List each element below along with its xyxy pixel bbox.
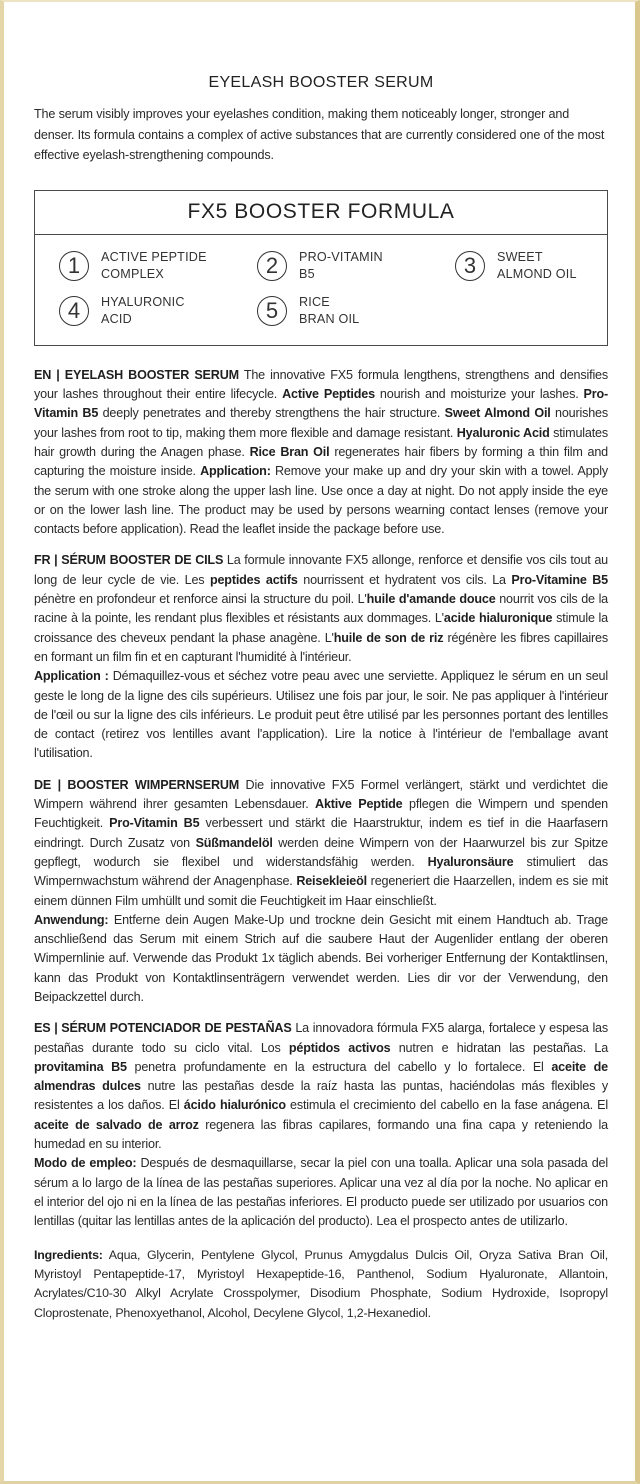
formula-item bbox=[455, 249, 617, 283]
formula-item-label: HYALURONIC ACID bbox=[101, 294, 185, 326]
number-circle-icon: 4 bbox=[59, 296, 89, 326]
formula-item bbox=[59, 294, 221, 328]
formula-box bbox=[34, 190, 608, 346]
formula-item-label: ACTIVE PEPTIDE COMPLEX bbox=[101, 249, 207, 281]
page-title: EYELASH BOOSTER SERUM bbox=[208, 74, 434, 91]
formula-grid bbox=[35, 235, 607, 347]
section-fr: FR | SÉRUM BOOSTER DE CILS La formule innovante FX5 allonge, renforce et densifie vos cils tout au long de leur cycle de vie. Les peptides actifs nourrissent et hydratent vos cils. La Pro-Vitamine B5 pénètre en profondeur et renforce ainsi la structure du poil. L'huile d'amande douce nourrit vos cils de la racine à la pointe, les rendant plus flexibles et résistants aux dommages. L'acide hialuronique stimule la croissance des cheveux pendant la phase anagène. L'huile de son de riz régénère les fibres capillaires en formant un film fin et en capturant l'humidité à l'intérieur. Application : Démaquillez-vous et séchez votre peau avec une serviette. Appliquez le sérum en un seul geste le long de la ligne des cils supérieurs. Utilisez une fois par jour, le soir. Ne pas appliquer à l'intérieur de l'œil ou sur la ligne des cils inférieurs. Le produit peut être utilisé par les personnes portant des lentilles de contact (retirez vos lentilles avant l'application). Lire la notice à l'intérieur de l'emballage avant l'utilisation. bbox=[34, 553, 609, 761]
intro-text: The serum visibly improves your eyelashes condition, making them noticeably longer, stronger and denser. Its formula contains a complex of active substances that are currently considered one of the most effective eyelash-strengthening compounds. bbox=[34, 107, 605, 163]
section-en: EN | EYELASH BOOSTER SERUM The innovative FX5 formula lengthens, strengthens and densifies your lashes throughout their entire lifecycle. Active Peptides nourish and moisturize your lashes. Pro-Vitamin B5 deeply penetrates and thereby strengthens the hair structure. Sweet Almond Oil nourishes your lashes from root to tip, making them more flexible and damage resistant. Hyaluronic Acid stimulates hair growth during the Anagen phase. Rice Bran Oil regenerates hair fibers by forming a thin film and capturing the moisture inside. Application: Remove your make up and dry your skin with a towel. Apply the serum with one stroke along the upper lash line. Use once a day at night. Do not apply inside the eye or on the lower lash line. The product may be used by persons wearning contact lenses (remove your contacts before application). Read the leaflet inside the package before use. bbox=[34, 367, 609, 537]
number-circle-icon: 3 bbox=[455, 251, 485, 281]
ingredients: Ingredients: Aqua, Glycerin, Pentylene Glycol, Prunus Amygdalus Dulcis Oil, Oryza Sativa Bran Oil, Myristoyl Pentapeptide-17, Myristoyl Hexapeptide-16, Panthenol, Sodium Hyaluronate, Allantoin, Acrylates/C10-30 Alkyl Acrylate Crosspolymer, Disodium Phosphate, Sodium Hydroxide, Isopropyl Cloprostenate, Phenoxyethanol, Alcohol, Decylene Glycol, 1,2-Hexanediol. bbox=[34, 1247, 608, 1320]
formula-item-label: RICE BRAN OIL bbox=[299, 294, 360, 326]
number-circle-icon: 5 bbox=[257, 296, 287, 326]
formula-item bbox=[59, 249, 221, 283]
formula-item-label: SWEET ALMOND OIL bbox=[497, 249, 577, 281]
number-circle-icon: 1 bbox=[59, 251, 89, 281]
number-circle-icon: 2 bbox=[257, 251, 287, 281]
formula-item bbox=[257, 249, 419, 283]
formula-item bbox=[257, 294, 419, 328]
section-es: ES | SÉRUM POTENCIADOR DE PESTAÑAS La innovadora fórmula FX5 alarga, fortalece y espesa las pestañas durante todo su ciclo vital. Los péptidos activos nutren e hidratan las pestañas. La provitamina B5 penetra profundamente en la estructura del cabello y lo fortalece. El aceite de almendras dulces nutre las pestañas desde la raíz hasta las puntas, haciéndolas más flexibles y resistentes a los daños. El ácido hialurónico estimula el crecimiento del cabello en la fase anágena. El aceite de salvado de arroz regenera las fibras capilares, formando una fina capa y reteniendo la humedad en su interior. Modo de empleo: Después de desmaquillarse, secar la piel con una toalla. Aplicar una sola pasada del sérum a lo largo de la línea de las pestañas superiores. Aplicar una vez al día por la noche. No aplicar en el interior del ojo ni en la línea de las pestañas inferiores. El producto puede ser utilizado por usuarios con lentillas (quitar las lentillas antes de la aplicación del producto). Lea el prospecto antes de utilizarlo. bbox=[34, 1021, 609, 1229]
formula-item-label: PRO-VITAMIN B5 bbox=[299, 249, 383, 281]
content bbox=[34, 74, 608, 1323]
formula-title: FX5 BOOSTER FORMULA bbox=[35, 191, 607, 235]
section-de: DE | BOOSTER WIMPERNSERUM Die innovative FX5 Formel verlängert, stärkt und verdichtet die Wimpern während ihrer gesamten Lebensdauer. Aktive Peptide pflegen die Wimpern und spenden Feuchtigkeit. Pro-Vitamin B5 verbessert und stärkt die Haarstruktur, indem es tief in die Haarfasern eindringt. Durch Zusatz von Süßmandelöl werden deine Wimpern von der Haarwurzel bis zur Spitze gepflegt, wodurch sie flexibel und widerstandsfähig werden. Hyaluronsäure stimuliert das Wimpernwachstum während der Anagenphase. Reisekleieöl regeneriert die Haarzellen, indem es sie mit einem dünnen Film umhüllt und somit die Feuchtigkeit im Haar einschließt. Anwendung: Entferne dein Augen Make-Up und trockne dein Gesicht mit einem Handtuch ab. Trage anschließend das Serum mit einem Strich auf die saubere Haut der Augenlider entlang der oberen Wimpernlinie auf. Verwende das Produkt 1x täglich abends. Bei vorheriger Entfernung der Kontaktlinsen, kann das Produkt von Kontaktlinsenträgern verwendet werden. Lies dir vor der Verwendung, den Beipackzettel durch. bbox=[34, 777, 608, 1004]
